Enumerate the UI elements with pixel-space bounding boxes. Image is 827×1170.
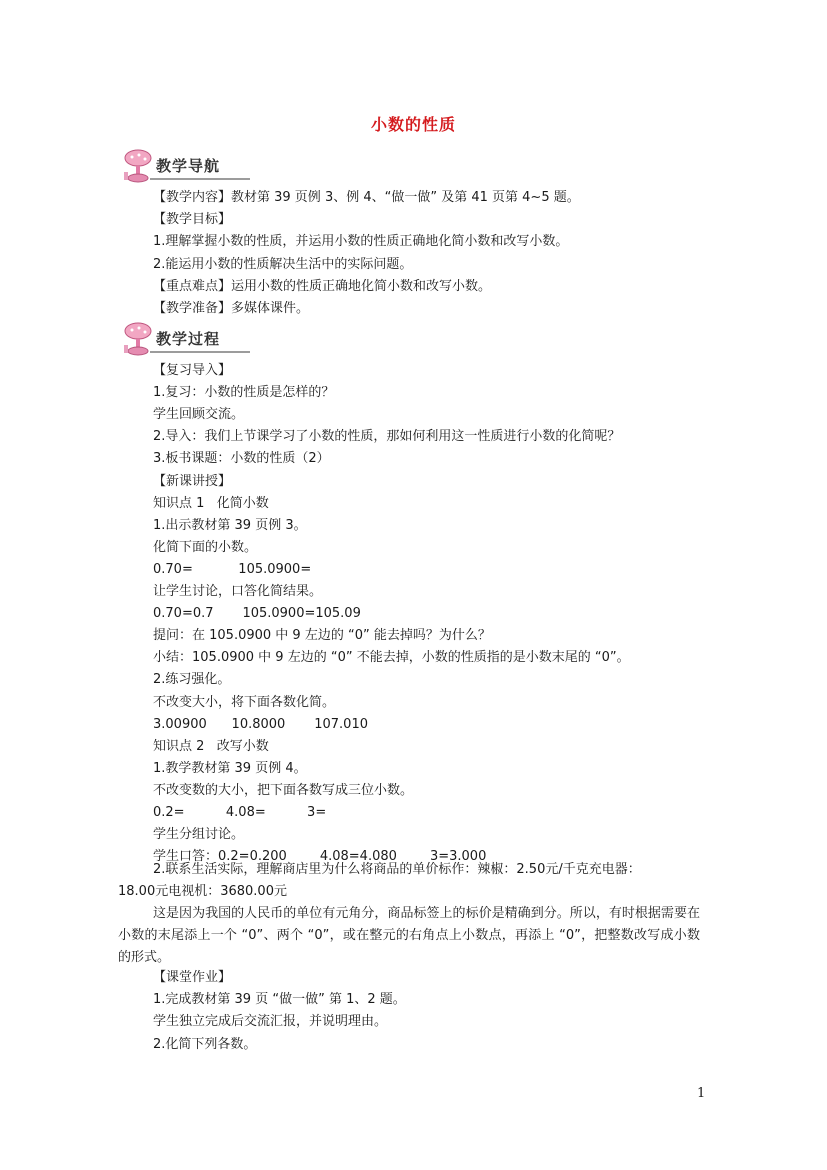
process-line: 学生回顾交流。 bbox=[153, 407, 245, 423]
nav-badge-label: 教学导航 bbox=[156, 157, 221, 175]
process-section-badge bbox=[116, 319, 254, 359]
process-line: 1.教学教材第 39 页例 4。 bbox=[153, 760, 307, 776]
process-line: 让学生讨论，口答化简结果。 bbox=[153, 584, 323, 599]
nav-section-badge bbox=[116, 146, 254, 186]
homework-line: 【课堂作业】 bbox=[153, 970, 232, 985]
process-line: 不改变数的大小，把下面各数写成三位小数。 bbox=[153, 782, 414, 798]
nav-badge-underline bbox=[150, 178, 250, 180]
process-line: 2.练习强化。 bbox=[153, 672, 231, 688]
process-badge-underline bbox=[150, 351, 250, 353]
process-line: 知识点 1 化简小数 bbox=[153, 495, 269, 511]
guide-line: 【教学内容】教材第 39 页例 3、例 4、“做一做” 及第 41 页第 4~5 题。 bbox=[153, 190, 580, 205]
page-number: 1 bbox=[697, 1086, 706, 1101]
lamp-icon bbox=[116, 319, 156, 359]
process-badge-label: 教学过程 bbox=[156, 330, 221, 348]
document-title: 小数的性质 bbox=[370, 115, 456, 134]
process-line: 小结：105.0900 中 9 左边的 “0” 不能去掉，小数的性质指的是小数末尾的 “0”。 bbox=[153, 650, 630, 666]
homework-line: 学生独立完成后交流汇报，并说明理由。 bbox=[153, 1014, 388, 1030]
process-line: 0.70=0.7 105.0900=105.09 bbox=[153, 606, 361, 622]
process-line: 3.板书课题：小数的性质（2） bbox=[153, 451, 330, 467]
price-line-continued: 18.00元电视机：3680.00元 bbox=[118, 884, 287, 899]
process-line: 2.导入：我们上节课学习了小数的性质，那如何利用这一性质进行小数的化简呢？ bbox=[153, 429, 621, 445]
guide-line: 【重点难点】运用小数的性质正确地化简小数和改写小数。 bbox=[153, 278, 492, 294]
homework-line: 1.完成教材第 39 页 “做一做” 第 1、2 题。 bbox=[153, 992, 406, 1008]
homework-line: 2.化简下列各数。 bbox=[153, 1036, 257, 1052]
guide-line: 【教学目标】 bbox=[153, 212, 232, 228]
process-line: 化简下面的小数。 bbox=[153, 539, 258, 555]
process-line: 提问：在 105.0900 中 9 左边的 “0” 能去掉吗？为什么？ bbox=[153, 628, 491, 644]
process-line: 0.2= 4.08= 3= bbox=[153, 805, 327, 820]
process-line: 【新课讲授】 bbox=[153, 473, 232, 489]
process-line: 0.70= 105.0900= bbox=[153, 561, 312, 577]
price-line: 2.联系生活实际，理解商店里为什么将商品的单价标作：辣椒：2.50元/千克充电器： bbox=[153, 862, 641, 877]
process-line: 1.出示教材第 39 页例 3。 bbox=[153, 517, 307, 533]
process-line: 不改变大小，将下面各数化简。 bbox=[153, 694, 336, 710]
process-line: 【复习导入】 bbox=[153, 363, 232, 378]
process-line: 1.复习：小数的性质是怎样的？ bbox=[153, 385, 335, 401]
guide-line: 1.理解掌握小数的性质，并运用小数的性质正确地化简小数和改写小数。 bbox=[153, 234, 569, 250]
process-line: 学生分组讨论。 bbox=[153, 827, 245, 843]
guide-line: 2.能运用小数的性质解决生活中的实际问题。 bbox=[153, 256, 413, 272]
lamp-icon bbox=[116, 146, 156, 186]
process-line: 学生口答：0.2=0.200 4.08=4.080 3=3.000 bbox=[153, 849, 487, 865]
process-line: 知识点 2 改写小数 bbox=[153, 738, 269, 754]
guide-line: 【教学准备】多媒体课件。 bbox=[153, 301, 310, 316]
process-line: 3.00900 10.8000 107.010 bbox=[153, 716, 368, 732]
explanation-paragraph: 这是因为我国的人民币的单位有元角分，商品标签上的标价是精确到分。所以，有时根据需要在小数的末尾添上一个 “0”、两个 “0”，或在整元的右角点上小数点，再添上 “0”，把整数改写成小数的形式。 bbox=[118, 906, 700, 965]
